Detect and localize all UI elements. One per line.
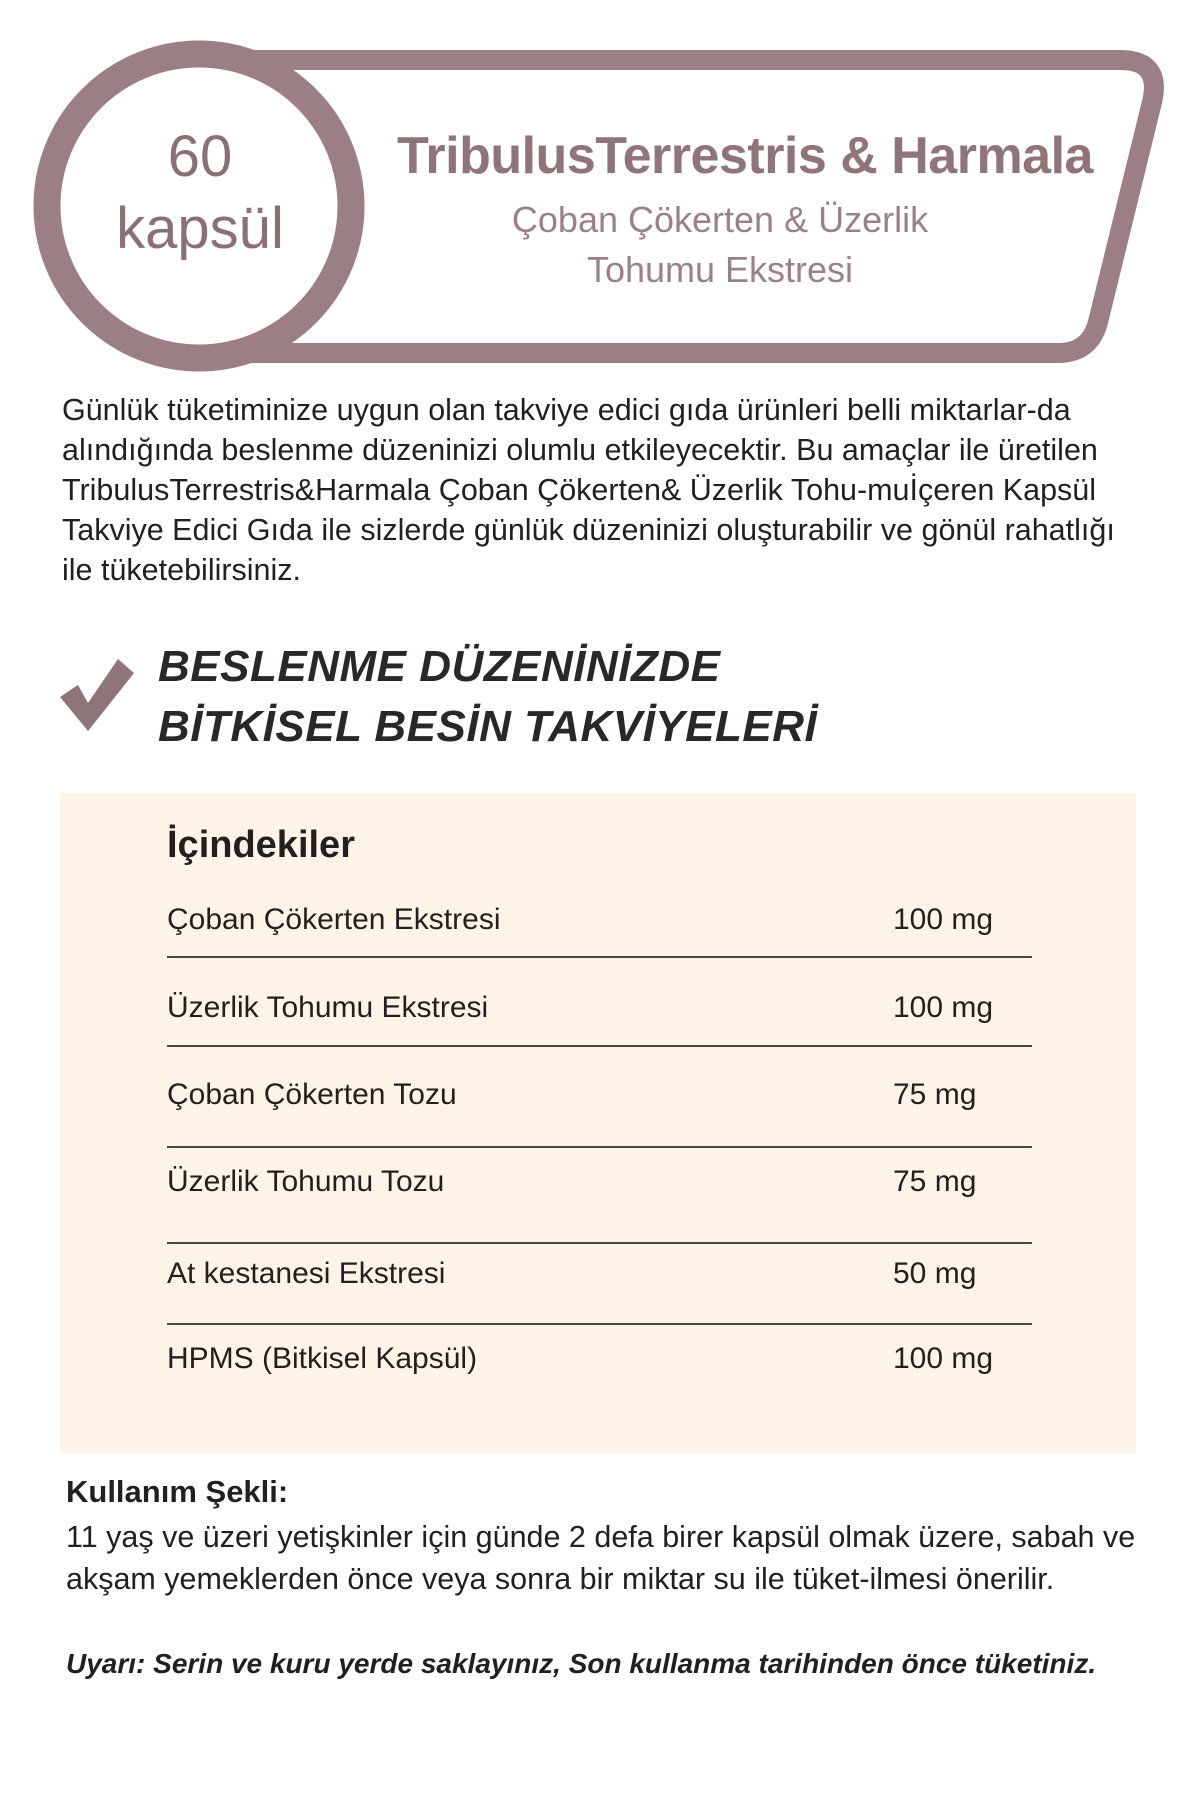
divider xyxy=(167,1146,1032,1148)
ingredient-name: Çoban Çökerten Ekstresi xyxy=(167,903,501,936)
divider xyxy=(167,956,1032,958)
ingredient-name: Üzerlik Tohumu Ekstresi xyxy=(167,991,489,1024)
headline-line1: BESLENME DÜZENİNİZDE xyxy=(158,642,721,691)
ingredient-name: At kestanesi Ekstresi xyxy=(167,1257,446,1290)
product-title: TribulusTerrestris & Harmala xyxy=(397,127,1093,185)
check-icon xyxy=(56,655,136,735)
ingredients-panel xyxy=(60,793,1136,1453)
header-badge-graphic xyxy=(0,0,1200,380)
ingredient-name: Üzerlik Tohumu Tozu xyxy=(167,1165,445,1198)
capsule-unit: kapsül xyxy=(116,196,284,261)
capsule-count: 60 xyxy=(167,124,233,189)
ingredients-title: İçindekiler xyxy=(167,824,355,866)
ingredient-amount: 75 mg xyxy=(893,1078,977,1111)
product-subtitle-line1: Çoban Çökerten & Üzerlik xyxy=(511,199,929,240)
ingredient-name: Çoban Çökerten Tozu xyxy=(167,1078,457,1111)
ingredient-amount: 75 mg xyxy=(893,1165,977,1198)
headline-line2: BİTKİSEL BESİN TAKVİYELERİ xyxy=(158,702,818,751)
divider xyxy=(167,1045,1032,1047)
divider xyxy=(167,1323,1032,1325)
usage-title: Kullanım Şekli: xyxy=(66,1474,289,1509)
ingredient-amount: 100 mg xyxy=(893,1342,994,1375)
ingredient-amount: 100 mg xyxy=(893,903,994,936)
ingredient-amount: 50 mg xyxy=(893,1257,977,1290)
product-subtitle-line2: Tohumu Ekstresi xyxy=(586,249,854,290)
ingredient-amount: 100 mg xyxy=(893,991,994,1024)
divider xyxy=(167,1242,1032,1244)
warning-text: Uyarı: Serin ve kuru yerde saklayınız, Son kullanma tarihinden önce tüketiniz. xyxy=(66,1648,1097,1679)
product-description: Günlük tüketiminize uygun olan takviye edici gıda ürünleri belli miktarlar-da alındığında beslenme düzeninizi olumlu etkileyecektir. Bu amaçlar ile üretilen TribulusTerrestris&Harmala Çoban Çökerten& Üzerlik Tohu-muİçeren Kapsül Takviye Edici Gıda ile sizlerde günlük düzeninizi oluşturabilir ve gönül rahatlığı ile tüketebilirsiniz. xyxy=(62,393,1115,587)
ingredient-name: HPMS (Bitkisel Kapsül) xyxy=(167,1342,478,1375)
usage-text: 11 yaş ve üzeri yetişkinler için günde 2 defa birer kapsül olmak üzere, sabah ve akşam yemeklerden önce veya sonra bir miktar su ile tüket-ilmesi önerilir. xyxy=(66,1520,1136,1596)
